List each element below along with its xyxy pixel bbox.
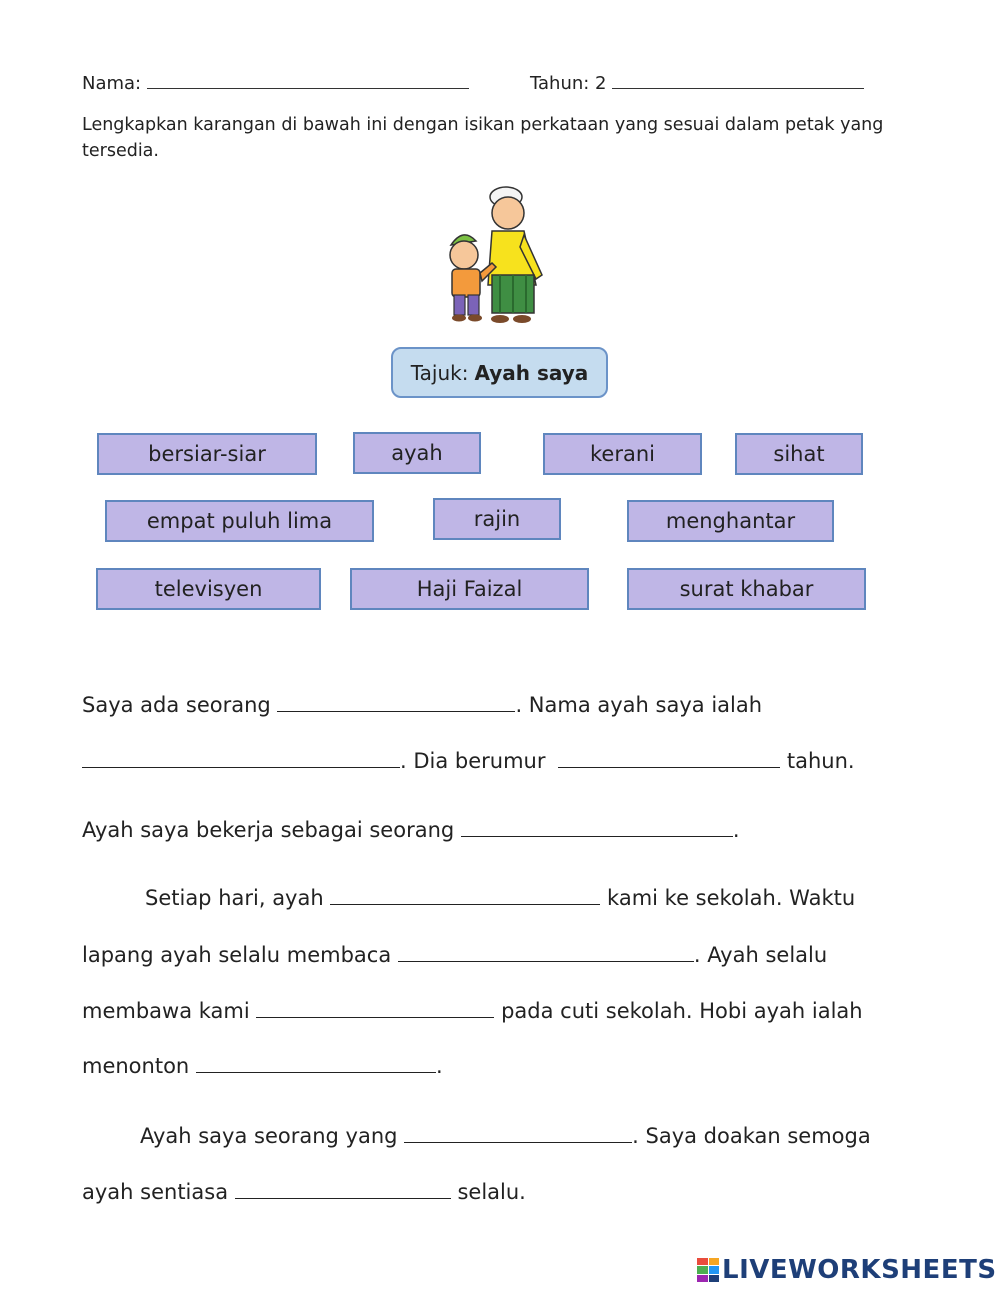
- passage-text: kami ke sekolah. Waktu: [607, 886, 856, 910]
- word-bersiar-siar[interactable]: bersiar-siar: [97, 433, 317, 475]
- blank-8[interactable]: [196, 1054, 436, 1073]
- passage-text: .: [435, 1054, 443, 1078]
- name-blank[interactable]: [147, 72, 469, 89]
- father-and-son-illustration: [418, 175, 578, 330]
- blank-6[interactable]: [398, 943, 694, 962]
- blank-10[interactable]: [235, 1180, 451, 1199]
- blank-1[interactable]: [277, 693, 515, 712]
- passage-text: tahun.: [786, 749, 855, 773]
- passage-line-9: [82, 1180, 526, 1204]
- blank-9[interactable]: [404, 1124, 632, 1143]
- title-prefix: Tajuk:: [410, 360, 469, 385]
- year-blank[interactable]: [612, 72, 864, 89]
- passage-text: selalu.: [457, 1180, 526, 1204]
- word-menghantar[interactable]: menghantar: [627, 500, 834, 542]
- year-label: Tahun: 2: [530, 73, 607, 94]
- passage-text: Saya ada seorang: [82, 693, 271, 717]
- passage-text: menonton: [82, 1054, 190, 1078]
- word-kerani[interactable]: kerani: [543, 433, 702, 475]
- passage-text: . Saya doakan semoga: [632, 1124, 871, 1148]
- blank-4[interactable]: [461, 818, 733, 837]
- liveworksheets-logo: [697, 1255, 997, 1285]
- word-rajin[interactable]: rajin: [433, 498, 561, 540]
- blank-7[interactable]: [256, 999, 494, 1018]
- passage-text: Setiap hari, ayah: [145, 886, 324, 910]
- name-field: [82, 72, 469, 94]
- blank-5[interactable]: [330, 886, 600, 905]
- word-sihat[interactable]: sihat: [735, 433, 863, 475]
- passage-text: lapang ayah selalu membaca: [82, 943, 392, 967]
- word-ayah[interactable]: ayah: [353, 432, 481, 474]
- year-field: [530, 72, 864, 94]
- passage-line-3: [82, 818, 740, 842]
- instruction-text: Lengkapkan karangan di bawah ini dengan isikan perkataan yang sesuai dalam petak yang tersedia.: [82, 115, 884, 161]
- title-text: Ayah saya: [474, 360, 589, 385]
- passage-line-5: [82, 943, 827, 967]
- word-televisyen[interactable]: televisyen: [96, 568, 321, 610]
- passage-text: Ayah saya seorang yang: [140, 1124, 398, 1148]
- passage-line-4: [145, 886, 855, 910]
- name-label: Nama:: [82, 73, 142, 94]
- passage-text: . Ayah selalu: [693, 943, 828, 967]
- brand-text: LIVEWORKSHEETS: [722, 1255, 997, 1285]
- passage-text: .: [732, 818, 740, 842]
- word-surat-khabar[interactable]: surat khabar: [627, 568, 866, 610]
- passage-line-2: [82, 749, 855, 773]
- passage-line-1: [82, 693, 762, 717]
- word-empat-puluh-lima[interactable]: empat puluh lima: [105, 500, 374, 542]
- passage-line-7: [82, 1054, 443, 1078]
- blank-3[interactable]: [558, 749, 780, 768]
- word-haji-faizal[interactable]: Haji Faizal: [350, 568, 589, 610]
- passage-text: ayah sentiasa: [82, 1180, 229, 1204]
- passage-line-8: [140, 1124, 871, 1148]
- passage-text: . Dia berumur: [400, 749, 546, 773]
- passage-line-6: [82, 999, 863, 1023]
- passage-text: membawa kami: [82, 999, 250, 1023]
- passage-text: Ayah saya bekerja sebagai seorang: [82, 818, 455, 842]
- liveworksheets-logo-icon: [697, 1258, 719, 1282]
- title-box: [391, 347, 608, 398]
- passage-text: . Nama ayah saya ialah: [515, 693, 763, 717]
- passage-text: pada cuti sekolah. Hobi ayah ialah: [501, 999, 863, 1023]
- blank-2[interactable]: [82, 749, 400, 768]
